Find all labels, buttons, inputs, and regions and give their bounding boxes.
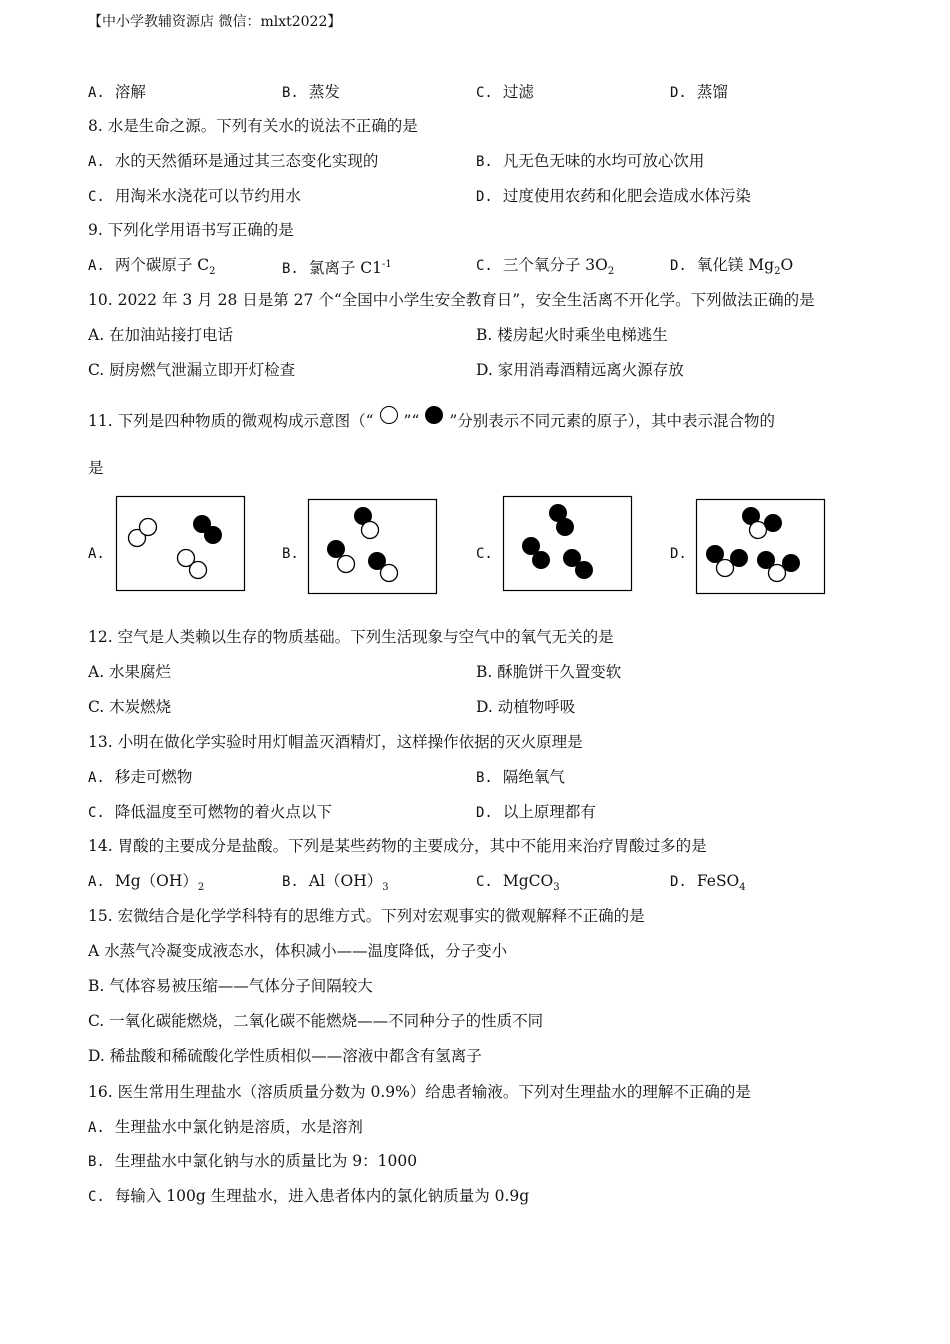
q12-option-a: A. 水果腐烂 — [88, 663, 172, 681]
q11-label-c: C. — [476, 546, 493, 562]
q11-diagram-a — [116, 496, 246, 596]
q11-stem: 11. 下列是四种物质的微观构成示意图（“ ”“ ”分别表示不同元素的原子），其中表示混合物的 — [88, 406, 775, 431]
q8-option-b: B. 凡无色无味的水均可放心饮用 — [476, 152, 705, 170]
q9-stem: 9. 下列化学用语书写正确的是 — [88, 221, 294, 239]
q11-label-b: B. — [282, 546, 299, 562]
q8-option-d: D. 过度使用农药和化肥会造成水体污染 — [476, 187, 751, 205]
q14-option-b: B. $Al(OH)_3$ — [282, 872, 389, 894]
q16-option-a: A. 生理盐水中氯化钠是溶质，水是溶剂 — [88, 1118, 363, 1136]
q14-option-a: A. $Mg(OH)_2$ — [88, 872, 205, 894]
source-header: 【中小学教辅资源店 微信：mlxt2022】 — [88, 14, 342, 30]
q8-stem: 8. 水是生命之源。下列有关水的说法不正确的是 — [88, 117, 418, 135]
q14-stem: 14. 胃酸的主要成分是盐酸。下列是某些药物的主要成分，其中不能用来治疗胃酸过多的是 — [88, 837, 707, 855]
q9-option-c: C. 三个氧分子 $3O_2$ — [476, 256, 615, 278]
q10-option-b: B. 楼房起火时乘坐电梯逃生 — [476, 326, 668, 344]
white-atom-icon — [380, 406, 398, 424]
q12-option-c: C. 木炭燃烧 — [88, 698, 172, 716]
q11-diagram-b — [308, 499, 438, 599]
q13-option-c: C. 降低温度至可燃物的着火点以下 — [88, 803, 332, 821]
q11-stem-tail: 是 — [88, 459, 104, 477]
q9-option-b: B. 氯离子 $C1^{-1}$ — [282, 259, 392, 278]
q12-option-b: B. 酥脆饼干久置变软 — [476, 663, 622, 681]
q8-option-c: C. 用淘米水浇花可以节约用水 — [88, 187, 301, 205]
q10-option-c: C. 厨房燃气泄漏立即开灯检查 — [88, 361, 296, 379]
q10-option-d: D. 家用消毒酒精远离火源存放 — [476, 361, 684, 379]
black-atom-icon — [425, 406, 443, 424]
q7-option-c: C. 过滤 — [476, 83, 534, 101]
q11-diagram-d — [696, 499, 826, 599]
q14-option-d: D. FeSO$_4$ — [670, 872, 746, 894]
q10-stem: 10. 2022 年 3 月 28 日是第 27 个“全国中小学生安全教育日”，安全生活离不开化学。下列做法正确的是 — [88, 291, 815, 309]
q12-option-d: D. 动植物呼吸 — [476, 698, 576, 716]
q11-label-a: A. — [88, 546, 105, 562]
q9-option-a: A. 两个碳原子 $C_2$ — [88, 256, 216, 278]
q16-option-c: C. 每输入 100g 生理盐水，进入患者体内的氯化钠质量为 0.9g — [88, 1187, 530, 1205]
q12-stem: 12. 空气是人类赖以生存的物质基础。下列生活现象与空气中的氧气无关的是 — [88, 628, 614, 646]
q15-option-b: B. 气体容易被压缩——气体分子间隔较大 — [88, 977, 373, 995]
q11-label-d: D. — [670, 546, 687, 562]
q9-option-d: D. 氧化镁 $Mg_2O$ — [670, 256, 794, 278]
q13-option-b: B. 隔绝氧气 — [476, 768, 565, 786]
q13-option-d: D. 以上原理都有 — [476, 803, 596, 821]
q15-option-a: A 水蒸气冷凝变成液态水，体积减小——温度降低，分子变小 — [88, 942, 508, 960]
q10-option-a: A. 在加油站接打电话 — [88, 326, 234, 344]
q8-option-a: A. 水的天然循环是通过其三态变化实现的 — [88, 152, 379, 170]
q13-option-a: A. 移走可燃物 — [88, 768, 193, 786]
q7-option-d: D. 蒸馏 — [670, 83, 728, 101]
q7-option-b: B. 蒸发 — [282, 83, 340, 101]
q16-option-b: B. 生理盐水中氯化钠与水的质量比为 9：1000 — [88, 1152, 418, 1170]
q15-option-c: C. 一氧化碳能燃烧，二氧化碳不能燃烧——不同种分子的性质不同 — [88, 1012, 544, 1030]
q11-diagram-c — [503, 496, 633, 596]
q15-stem: 15. 宏微结合是化学学科特有的思维方式。下列对宏观事实的微观解释不正确的是 — [88, 907, 645, 925]
q16-stem: 16. 医生常用生理盐水（溶质质量分数为 0.9%）给患者输液。下列对生理盐水的理解不正确的是 — [88, 1083, 751, 1101]
q7-option-a: A. 溶解 — [88, 83, 146, 101]
q15-option-d: D. 稀盐酸和稀硫酸化学性质相似——溶液中都含有氢离子 — [88, 1047, 482, 1065]
q14-option-c: C. MgCO$_3$ — [476, 872, 560, 894]
q13-stem: 13. 小明在做化学实验时用灯帽盖灭酒精灯，这样操作依据的灭火原理是 — [88, 733, 583, 751]
